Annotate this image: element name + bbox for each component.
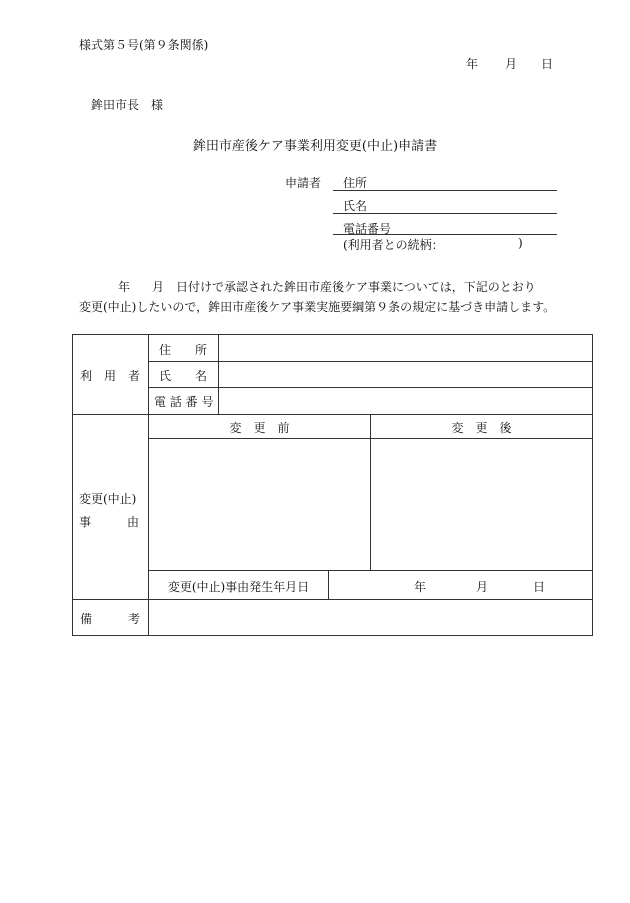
body-line2: 変更(中止)したいので，鉾田市産後ケア事業実施要綱第９条の規定に基づき申請します。: [79, 300, 556, 314]
form-number: 様式第５号(第９条関係): [79, 38, 209, 52]
applicant-name-label: 氏名: [343, 199, 368, 213]
user-address-label: 住 所: [159, 343, 208, 357]
applicant-phone-line[interactable]: [333, 234, 557, 235]
date-day-label: 日: [541, 57, 554, 71]
application-table: [72, 334, 593, 636]
occur-day: 日: [533, 580, 546, 594]
applicant-address-line[interactable]: [333, 190, 557, 191]
remarks-label: 備 考: [80, 612, 141, 626]
occur-date-label: 変更(中止)事由発生年月日: [167, 580, 310, 594]
before-field[interactable]: [149, 439, 370, 570]
applicant-label: 申請者: [285, 176, 322, 190]
date-year-label: 年: [466, 57, 479, 71]
addressee: 鉾田市長 様: [91, 98, 164, 112]
applicant-phone-label: 電話番号: [343, 222, 392, 236]
applicant-relation-label: (利用者との続柄：: [343, 238, 444, 252]
user-address-field[interactable]: [219, 361, 592, 387]
applicant-name-line[interactable]: [333, 213, 557, 214]
body-month: 月: [152, 280, 165, 294]
occur-year: 年: [414, 580, 427, 594]
user-label: 利 用 者: [80, 369, 141, 383]
applicant-relation-close: ): [518, 236, 523, 250]
body-year: 年: [118, 280, 131, 294]
user-address-value[interactable]: [219, 335, 592, 361]
user-phone-label: 電 話 番 号: [154, 395, 214, 409]
reason-label-line2: 事 由: [79, 515, 140, 529]
body-line1-rest: 日付けで承認された鉾田市産後ケア事業については，下記のとおり: [176, 280, 536, 294]
page-title: 鉾田市産後ケア事業利用変更(中止)申請書: [192, 139, 438, 154]
remarks-field[interactable]: [149, 600, 592, 635]
occur-month: 月: [476, 580, 489, 594]
before-label: 変 更 前: [229, 421, 290, 435]
date-month-label: 月: [505, 57, 518, 71]
applicant-address-label: 住所: [343, 176, 368, 190]
after-field[interactable]: [371, 439, 592, 570]
after-label: 変 更 後: [451, 421, 512, 435]
user-name-label: 氏 名: [159, 369, 208, 383]
reason-label-line1: 変更(中止): [79, 492, 137, 506]
